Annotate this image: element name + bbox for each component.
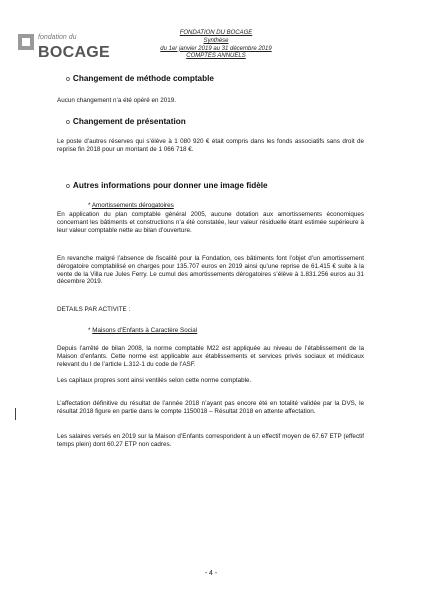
heading-details: DETAILS PAR ACTIVITE : bbox=[57, 306, 131, 313]
heading-methode bbox=[66, 74, 214, 83]
bullet: o bbox=[66, 119, 70, 126]
paragraph-amortissements-1: En application du plan comptable général 2005, aucune dotation aux amortissements économiques concernant les bâtiments et constructions n’a été constatée, leur valeur résiduelle étant estimée supérieure à leur valeur comptable nette au bilan d’ouverture. bbox=[57, 211, 364, 234]
sub-bullet: * bbox=[88, 202, 91, 209]
header-period: du 1er janvier 2019 au 31 décembre 2019 bbox=[160, 45, 272, 52]
subheading-amortissements-text: Amortissements dérogatoires bbox=[91, 202, 174, 209]
sub-bullet: * bbox=[88, 327, 91, 334]
subheading-mecs bbox=[88, 327, 197, 334]
paragraph-amortissements-2: En revanche malgré l’absence de fiscalité pour la Fondation, ces bâtiments font l’objet d’un amortissement dérogatoire comptabilisé en charges pour 135.707 euros en 2019 ainsi qu’une reprise de 61.415 € suite à la vente de la Villa rue Jules Ferry. Le cumul des amortissements dérogatoires s’élève à 1.831.256 euros au 31 décembre 2019. bbox=[57, 255, 364, 286]
paragraph-presentation: Le poste d’autres réserves qui s’élève à 1 080 920 € était compris dans les fonds associatifs sans droit de reprise fin 2018 pour un montant de 1 066 718 €. bbox=[57, 138, 364, 153]
bullet: o bbox=[66, 76, 70, 83]
subheading-mecs-text: Maisons d’Enfants à Caractère Social bbox=[92, 327, 198, 334]
document-header bbox=[128, 30, 304, 61]
heading-autres bbox=[66, 181, 268, 190]
heading-methode-text: Changement de méthode comptable bbox=[72, 74, 214, 83]
logo-text-small: fondation du bbox=[38, 34, 77, 41]
heading-presentation-text: Changement de présentation bbox=[72, 117, 186, 126]
logo-text-big: BOCAGE bbox=[38, 44, 111, 61]
margin-mark bbox=[15, 408, 16, 420]
header-org: FONDATION DU BOCAGE bbox=[179, 30, 253, 36]
paragraph-mecs-3: L’affectation définitive du résultat de l’année 2018 n’ayant pas encore été en totalité validée par la DVS, le résultat 2018 figure en partie dans le compte 1150018 – Résultat 2018 en attente affectation. bbox=[57, 400, 364, 415]
heading-presentation bbox=[66, 117, 186, 126]
subheading-amortissements bbox=[88, 202, 174, 209]
heading-autres-text: Autres informations pour donner une image fidèle bbox=[72, 181, 268, 190]
header-title: Synthèse bbox=[203, 37, 229, 44]
paragraph-mecs-2: Les capitaux propres sont ainsi ventilés selon cette norme comptable. bbox=[57, 377, 252, 384]
logo-mark-icon bbox=[18, 34, 34, 50]
paragraph-mecs-4: Les salaires versés en 2019 sur la Maison d’Enfants correspondent à un effectif moyen de 67.67 ETP (effectif temps plein) dont 60.27 ETP non cadres. bbox=[57, 433, 364, 448]
paragraph-mecs-1: Depuis l’arrêté de bilan 2008, la norme comptable M22 est appliquée au niveau de l’établissement de la Maison d’enfants. Cette norme est applicable aux établissements et services privés sociaux et médicaux relevant du I de l’article L.312-1 du code de l’ASF. bbox=[57, 345, 364, 368]
paragraph-methode: Aucun changement n’a été opéré en 2019. bbox=[57, 97, 177, 104]
page-number: - 4 - bbox=[204, 570, 218, 577]
bullet: o bbox=[66, 183, 70, 190]
header-doc-type: COMPTES ANNUELS bbox=[186, 53, 246, 60]
fondation-logo bbox=[18, 30, 128, 72]
